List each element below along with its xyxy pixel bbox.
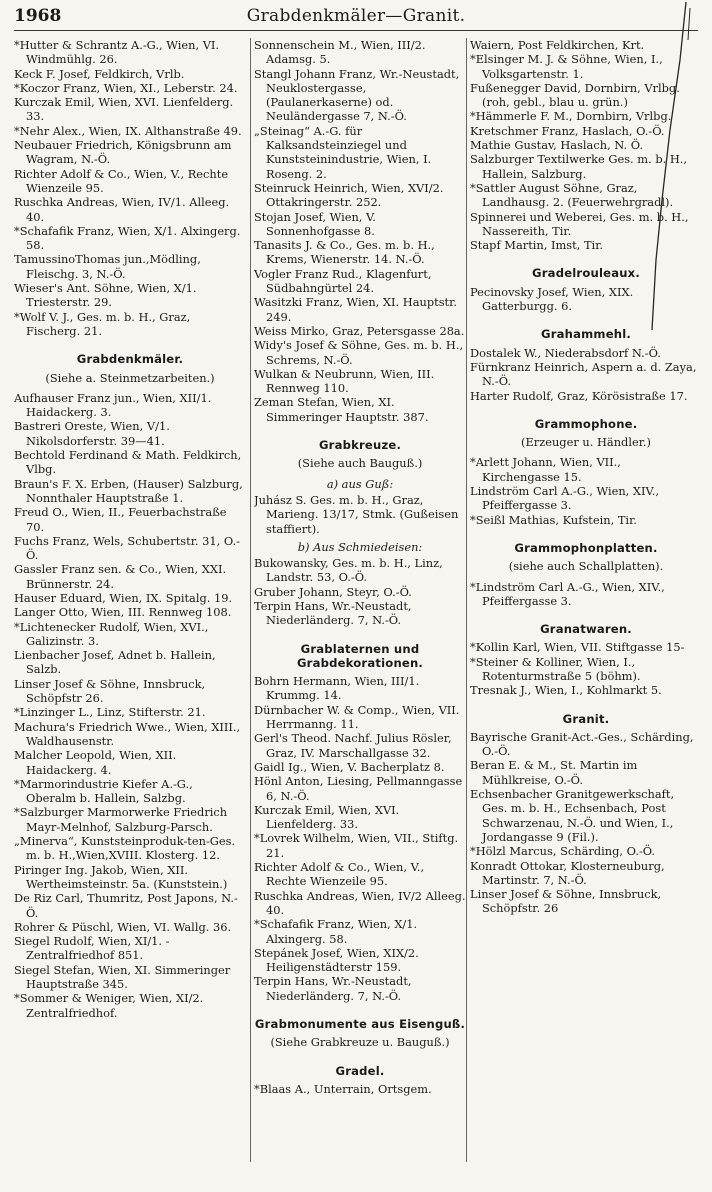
directory-entry: Wieser's Ant. Söhne, Wien, X/1. Triesterstr. 29. bbox=[14, 281, 197, 310]
directory-entry: Hauser Eduard, Wien, IX. Spitalg. 19. bbox=[14, 590, 233, 605]
directory-entry: Lindström Carl A.-G., Wien, XIV., Pfeiffergasse 3. bbox=[470, 484, 660, 513]
directory-entry: Lienbacher Josef, Adnet b. Hallein, Salzb. bbox=[14, 648, 216, 677]
directory-entry: Gerl's Theod. Nachf. Julius Rösler, Graz, IV. Marschallgasse 32. bbox=[254, 731, 452, 760]
section-heading: Granit. bbox=[562, 711, 610, 726]
directory-entry: *Lindström Carl A.-G., Wien, XIV., Pfeiffergasse 3. bbox=[470, 579, 665, 608]
directory-entry: Stepánek Josef, Wien, XIX/2. Heiligenstädterstr 159. bbox=[254, 945, 419, 975]
directory-entry: *Kollin Karl, Wien, VII. Stiftgasse 15- bbox=[470, 640, 685, 655]
directory-entry: *Hutter & Schrantz A.-G., Wien, VI. Windmühlg. 26. bbox=[14, 38, 220, 67]
directory-entry: *Nehr Alex., Wien, IX. Althanstraße 49. bbox=[14, 123, 242, 138]
column-rule-right bbox=[466, 38, 467, 1162]
directory-entry: Fuchs Franz, Wels, Schubertstr. 31, O.-Ö. bbox=[14, 533, 241, 563]
directory-entry: Langer Otto, Wien, III. Rennweg 108. bbox=[14, 605, 232, 620]
section-heading: Gradelrouleaux. bbox=[532, 266, 640, 281]
directory-entry: Widy's Josef & Söhne, Ges. m. b. H., Schrems, N.-Ö. bbox=[254, 338, 464, 367]
directory-entry: Piringer Ing. Jakob, Wien, XII. Wertheimsteinstr. 5a. (Kunststein.) bbox=[14, 862, 228, 891]
directory-entry: Bechtold Ferdinand & Math. Feldkirch, Vlbg. bbox=[14, 448, 242, 477]
directory-entry: Tresnak J., Wien, I., Kohlmarkt 5. bbox=[470, 683, 662, 698]
directory-entry: Rohrer & Püschl, Wien, VI. Wallg. 36. bbox=[14, 919, 232, 934]
section-heading: Grammophone. bbox=[534, 416, 638, 431]
directory-entry: Fußenegger David, Dornbirn, Vrlbg. (roh, gebl., blau u. grün.) bbox=[470, 80, 680, 110]
directory-entry: Malcher Leopold, Wien, XII. Haidackerg. 4. bbox=[14, 748, 177, 777]
directory-entry: Ruschka Andreas, Wien, IV/1. Alleeg. 40. bbox=[14, 195, 230, 224]
directory-entry: Richter Adolf & Co., Wien, V., Rechte Wienzeile 95. bbox=[14, 166, 229, 195]
directory-entry: Ruschka Andreas, Wien, IV/2 Alleeg. 40. bbox=[254, 888, 466, 917]
directory-entry: Siegel Rudolf, Wien, XI/1. - Zentralfriedhof 851. bbox=[14, 934, 170, 963]
directory-entry: *Arlett Johann, Wien, VII., Kirchengasse 15. bbox=[470, 455, 621, 484]
directory-entry: „Minerva“, Kunststeinproduk-ten-Ges. m. b. H.,Wien,XVIII. Klosterg. 12. bbox=[14, 834, 236, 863]
directory-entry: „Steinag“ A.-G. für Kalksandsteinziegel und Kunststeinindustrie, Wien, I. Roseng. 2. bbox=[254, 123, 432, 181]
directory-entry: Dostalek W., Niederabsdorf N.-Ö. bbox=[470, 345, 661, 360]
directory-entry: Harter Rudolf, Graz, Körösistraße 17. bbox=[470, 388, 688, 403]
directory-entry: TamussinoThomas jun.,Mödling, Fleischg. 3, N.-Ö. bbox=[14, 252, 201, 281]
section-heading: Grammophonplatten. bbox=[514, 540, 658, 555]
directory-entry: *Schafafik Franz, Wien, X/1. Alxingerg. 58. bbox=[254, 917, 418, 946]
directory-entry: *Schafafik Franz, Wien, X/1. Alxingerg. 58. bbox=[14, 223, 241, 253]
section-heading: Granatwaren. bbox=[540, 622, 632, 637]
directory-entry: Wasitzki Franz, Wien, XI. Hauptstr. 249. bbox=[254, 295, 457, 324]
directory-entry: Gaidl Ig., Wien, V. Bacherplatz 8. bbox=[254, 759, 445, 774]
directory-entry: Wulkan & Neubrunn, Wien, III. Rennweg 110. bbox=[254, 366, 435, 396]
directory-entry: Braun's F. X. Erben, (Hauser) Salzburg, Nonnthaler Hauptstraße 1. bbox=[14, 476, 243, 505]
directory-entry: Zeman Stefan, Wien, XI. Simmeringer Hauptstr. 387. bbox=[254, 395, 429, 424]
directory-entry: *Sommer & Weniger, Wien, XI/2. Zentralfriedhof. bbox=[14, 991, 204, 1020]
directory-entry: *Sattler August Söhne, Graz, Landhausg. 2. (Feuerwehrgradl). bbox=[470, 180, 674, 210]
directory-entry: Richter Adolf & Co., Wien, V., Rechte Wienzeile 95. bbox=[254, 860, 425, 889]
section-heading: Gradel. bbox=[335, 1063, 385, 1078]
directory-entry: Bastreri Oreste, Wien, V/1. Nikolsdorferstr. 39—41. bbox=[14, 419, 170, 448]
directory-entry: *Lichtenecker Rudolf, Wien, XVI., Galizinstr. 3. bbox=[14, 619, 209, 648]
section-heading: Grabkreuze. bbox=[318, 438, 402, 453]
directory-entry: Linser Josef & Söhne, Innsbruck, Schöpfstr. 26 bbox=[470, 887, 662, 916]
section-heading: Grablaternen und Grabdekorationen. bbox=[296, 641, 424, 670]
directory-entry: Gassler Franz sen. & Co., Wien, XXI. Brünnerstr. 24. bbox=[14, 562, 227, 591]
directory-entry: De Riz Carl, Thumritz, Post Japons, N.-Ö. bbox=[14, 891, 238, 920]
directory-entry: Kurczak Emil, Wien, XVI. Lienfelderg. 33. bbox=[254, 802, 400, 832]
subsection-label: a) aus Guß: bbox=[326, 476, 394, 491]
directory-entry: *Linzinger L., Linz, Stifterstr. 21. bbox=[14, 705, 206, 720]
section-heading: Grabdenkmäler. bbox=[76, 352, 184, 367]
directory-entry: Hönl Anton, Liesing, Pellmanngasse 6, N.-Ö. bbox=[254, 774, 463, 803]
subsection-label: b) Aus Schmiedeisen: bbox=[297, 539, 423, 554]
directory-entry: Tanasits J. & Co., Ges. m. b. H., Krems, Wienerstr. 14. N.-Ö. bbox=[254, 238, 435, 267]
directory-entry: Kurczak Emil, Wien, XVI. Lienfelderg. 33. bbox=[14, 95, 234, 124]
directory-entry: Terpin Hans, Wr.-Neustadt, Niederländerg. 7, N.-Ö. bbox=[254, 598, 412, 628]
directory-entry: Echsenbacher Granitgewerkschaft, Ges. m. b. H., Echsenbach, Post Schwarzenau, N.-Ö. und Wien, I., Jordangasse 9 (Fil.). bbox=[470, 787, 675, 844]
directory-entry: Salzburger Textilwerke Ges. m. b. H., Hallein, Salzburg. bbox=[470, 152, 688, 181]
column-rule-left bbox=[250, 38, 251, 1162]
directory-entry: Sonnenschein M., Wien, III/2. Adamsg. 5. bbox=[254, 38, 426, 67]
section-note: (Siehe a. Steinmetzarbeiten.) bbox=[45, 370, 215, 385]
directory-entry: Bukowansky, Ges. m. b. H., Linz, Landstr. 53, O.-Ö. bbox=[254, 556, 443, 585]
section-note: (Siehe auch Bauguß.) bbox=[297, 456, 423, 471]
directory-entry: Stojan Josef, Wien, V. Sonnenhofgasse 8. bbox=[254, 209, 376, 238]
directory-entry: Keck F. Josef, Feldkirch, Vrlb. bbox=[14, 66, 185, 81]
directory-entry: Pecinovsky Josef, Wien, XIX. Gatterburgg. 6. bbox=[470, 284, 634, 314]
page-header bbox=[14, 4, 698, 31]
section-heading: Grahammehl. bbox=[541, 327, 631, 342]
directory-entry: Aufhauser Franz jun., Wien, XII/1. Haidackerg. 3. bbox=[14, 390, 212, 420]
directory-entry: *Elsinger M. J. & Söhne, Wien, I., Volksgartenstr. 1. bbox=[470, 52, 663, 81]
page-title: Grabdenkmäler—Granit. bbox=[246, 6, 466, 26]
directory-entry: Konradt Ottokar, Klosterneuburg, Martinstr. 7, N.-Ö. bbox=[470, 858, 665, 887]
directory-entry: Weiss Mirko, Graz, Petersgasse 28a. bbox=[254, 323, 465, 338]
directory-entry: *Hämmerle F. M., Dornbirn, Vrlbg. bbox=[470, 109, 672, 124]
directory-entry: Mathie Gustav, Haslach, N. Ö. bbox=[470, 138, 644, 153]
directory-entry: *Blaas A., Unterrain, Ortsgem. bbox=[254, 1081, 432, 1096]
directory-entry: *Salzburger Marmorwerke Friedrich Mayr-Melnhof, Salzburg-Parsch. bbox=[14, 805, 228, 834]
directory-entry: Waiern, Post Feldkirchen, Krt. bbox=[470, 38, 645, 52]
directory-entry: Juhász S. Ges. m. b. H., Graz, Marieng. 13/17, Stmk. (Gußeisen staffiert). bbox=[254, 492, 459, 536]
directory-entry: Spinnerei und Weberei, Ges. m. b. H., Nassereith, Tir. bbox=[470, 209, 689, 238]
directory-entry: Beran E. & M., St. Martin im Mühlkreise, O.-Ö. bbox=[470, 758, 638, 787]
directory-entry: *Marmorindustrie Kiefer A.-G., Oberalm b. Hallein, Salzbg. bbox=[14, 776, 193, 806]
directory-entry: Kretschmer Franz, Haslach, O.-Ö. bbox=[470, 123, 665, 138]
directory-entry: Linser Josef & Söhne, Innsbruck, Schöpfstr 26. bbox=[14, 676, 206, 706]
page-number: 1968 bbox=[14, 6, 62, 26]
directory-entry: Stapf Martin, Imst, Tir. bbox=[470, 238, 604, 253]
directory-entry: Vogler Franz Rud., Klagenfurt, Südbahngürtel 24. bbox=[254, 266, 432, 296]
directory-entry: *Wolf V. J., Ges. m. b. H., Graz, Fischerg. 21. bbox=[14, 309, 191, 338]
directory-entry: Terpin Hans, Wr.-Neustadt, Niederländerg. 7, N.-Ö. bbox=[254, 974, 412, 1003]
directory-entry: *Steiner & Kolliner, Wien, I., Rotenturmstraße 5 (böhm). bbox=[470, 654, 641, 683]
directory-entry: Freud O., Wien, II., Feuerbachstraße 70. bbox=[14, 505, 227, 534]
column-3 bbox=[470, 38, 702, 1162]
section-note: (Siehe Grabkreuze u. Bauguß.) bbox=[270, 1035, 450, 1050]
directory-entry: Fürnkranz Heinrich, Aspern a. d. Zaya, N.-Ö. bbox=[470, 359, 697, 389]
section-note: (Erzeuger u. Händler.) bbox=[521, 435, 651, 450]
section-heading: Grabmonumente aus Eisenguß. bbox=[254, 1017, 466, 1031]
directory-entry: Bayrische Granit-Act.-Ges., Schärding, O.-Ö. bbox=[470, 729, 694, 759]
column-1 bbox=[14, 38, 246, 1162]
directory-entry: Gruber Johann, Steyr, O.-Ö. bbox=[254, 584, 412, 599]
section-note: (siehe auch Schallplatten). bbox=[508, 559, 664, 574]
directory-entry: Stangl Johann Franz, Wr.-Neustadt, Neuklostergasse, (Paulanerkaserne) od. Neuländergasse 7, N.-Ö. bbox=[254, 66, 460, 124]
directory-entry: Steinruck Heinrich, Wien, XVI/2. Ottakringerstr. 252. bbox=[254, 180, 444, 210]
directory-entry: *Hölzl Marcus, Schärding, O.-Ö. bbox=[470, 844, 656, 859]
directory-entry: Machura's Friedrich Wwe., Wien, XIII., Waldhausenstr. bbox=[14, 719, 241, 748]
directory-entry: *Lovrek Wilhelm, Wien, VII., Stiftg. 21. bbox=[254, 831, 459, 860]
directory-entry: *Koczor Franz, Wien, XI., Leberstr. 24. bbox=[14, 80, 238, 95]
directory-entry: Bohrn Hermann, Wien, III/1. Krummg. 14. bbox=[254, 674, 420, 703]
column-2 bbox=[254, 38, 466, 1162]
directory-entry: Neubauer Friedrich, Königsbrunn am Wagram, N.-Ö. bbox=[14, 138, 232, 167]
directory-entry: *Seißl Mathias, Kufstein, Tir. bbox=[470, 512, 637, 527]
directory-entry: Dürnbacher W. & Comp., Wien, VII. Herrmanng. 11. bbox=[254, 702, 460, 732]
directory-entry: Siegel Stefan, Wien, XI. Simmeringer Hauptstraße 345. bbox=[14, 962, 231, 991]
